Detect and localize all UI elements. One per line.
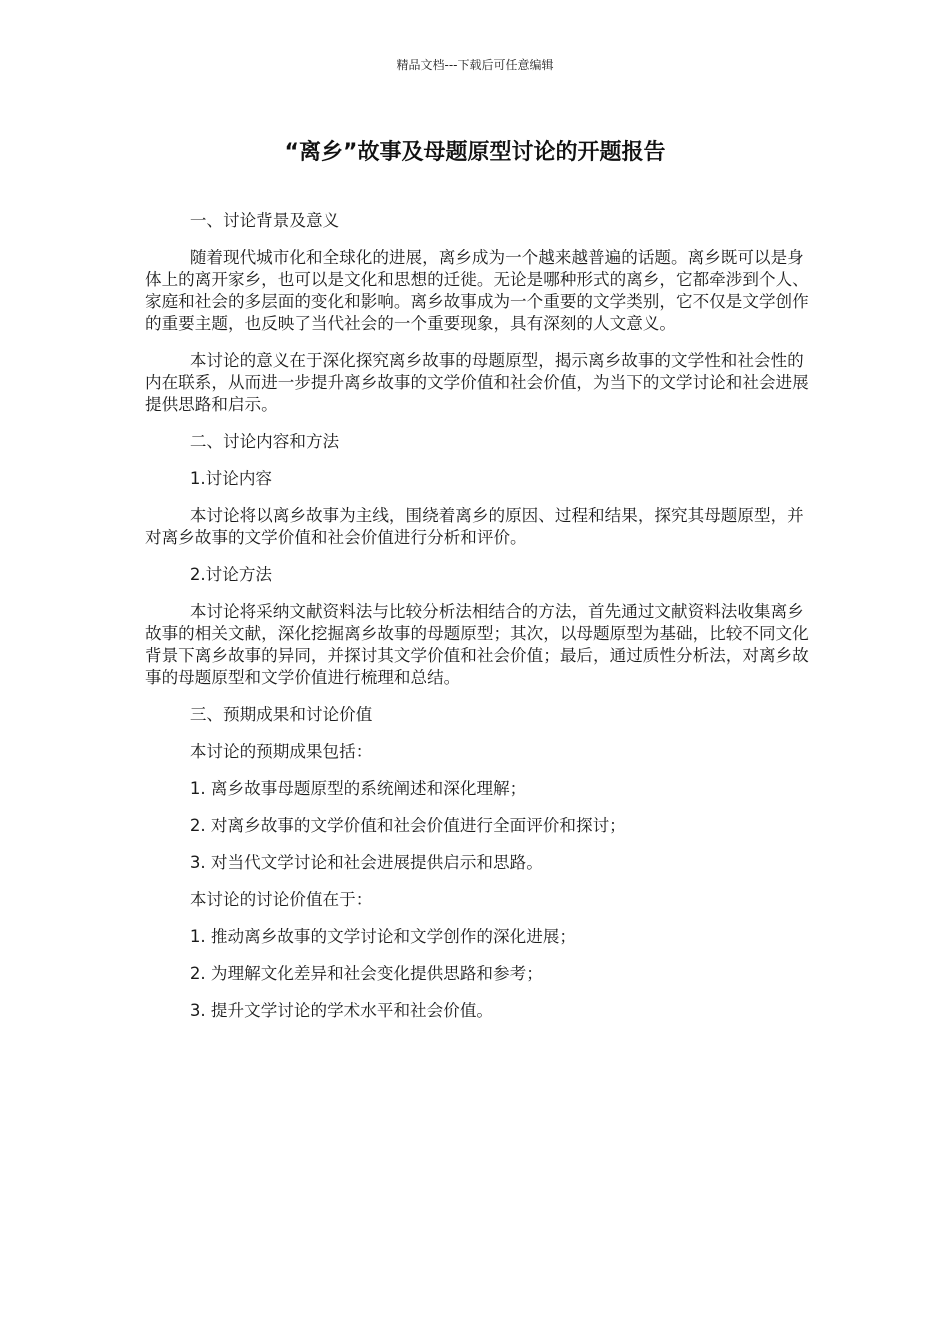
paragraph-background: 随着现代城市化和全球化的进展，离乡成为一个越来越普遍的话题。离乡既可以是身体上的离开家乡，也可以是文化和思想的迁徙。无论是哪种形式的离乡，它都牵涉到个人、家庭和社会的多层面的变化和影响。离乡故事成为一个重要的文学类别，它不仅是文学创作的重要主题，也反映了当代社会的一个重要现象，具有深刻的人文意义。 <box>145 248 809 333</box>
paragraph-content: 本讨论将以离乡故事为主线，围绕着离乡的原因、过程和结果，探究其母题原型，并对离乡故事的文学价值和社会价值进行分析和评价。 <box>145 506 804 547</box>
list-item: 3. 对当代文学讨论和社会进展提供启示和思路。 <box>189 853 543 872</box>
list-item: 3. 提升文学讨论的学术水平和社会价值。 <box>189 1001 494 1020</box>
list-item: 2. 对离乡故事的文学价值和社会价值进行全面评价和探讨； <box>189 816 626 835</box>
values-intro: 本讨论的讨论价值在于： <box>189 890 373 909</box>
list-item: 2. 为理解文化差异和社会变化提供思路和参考； <box>189 964 543 983</box>
paragraph-significance: 本讨论的意义在于深化探究离乡故事的母题原型，揭示离乡故事的文学性和社会性的内在联系，从而进一步提升离乡故事的文学价值和社会价值，为当下的文学讨论和社会进展提供思路和启示。 <box>145 351 809 414</box>
section-heading-outcomes: 三、预期成果和讨论价值 <box>189 705 373 724</box>
section-heading-background: 一、讨论背景及意义 <box>189 211 340 230</box>
page-header: 精品文档---下载后可任意编辑 <box>396 58 554 72</box>
list-item: 1. 推动离乡故事的文学讨论和文学创作的深化进展； <box>189 927 576 946</box>
document-body <box>145 210 811 1037</box>
subheading-method: 2.讨论方法 <box>189 565 273 584</box>
section-heading-content-method: 二、讨论内容和方法 <box>189 432 340 451</box>
outcomes-intro: 本讨论的预期成果包括： <box>189 742 373 761</box>
paragraph-method: 本讨论将采纳文献资料法与比较分析法相结合的方法，首先通过文献资料法收集离乡故事的相关文献，深化挖掘离乡故事的母题原型；其次，以母题原型为基础，比较不同文化背景下离乡故事的异同，并探讨其文学价值和社会价值；最后，通过质性分析法，对离乡故事的母题原型和文学价值进行梳理和总结。 <box>145 602 809 687</box>
subheading-content: 1.讨论内容 <box>189 469 273 488</box>
document-title: “离乡”故事及母题原型讨论的开题报告 <box>284 140 666 165</box>
list-item: 1. 离乡故事母题原型的系统阐述和深化理解； <box>189 779 527 798</box>
